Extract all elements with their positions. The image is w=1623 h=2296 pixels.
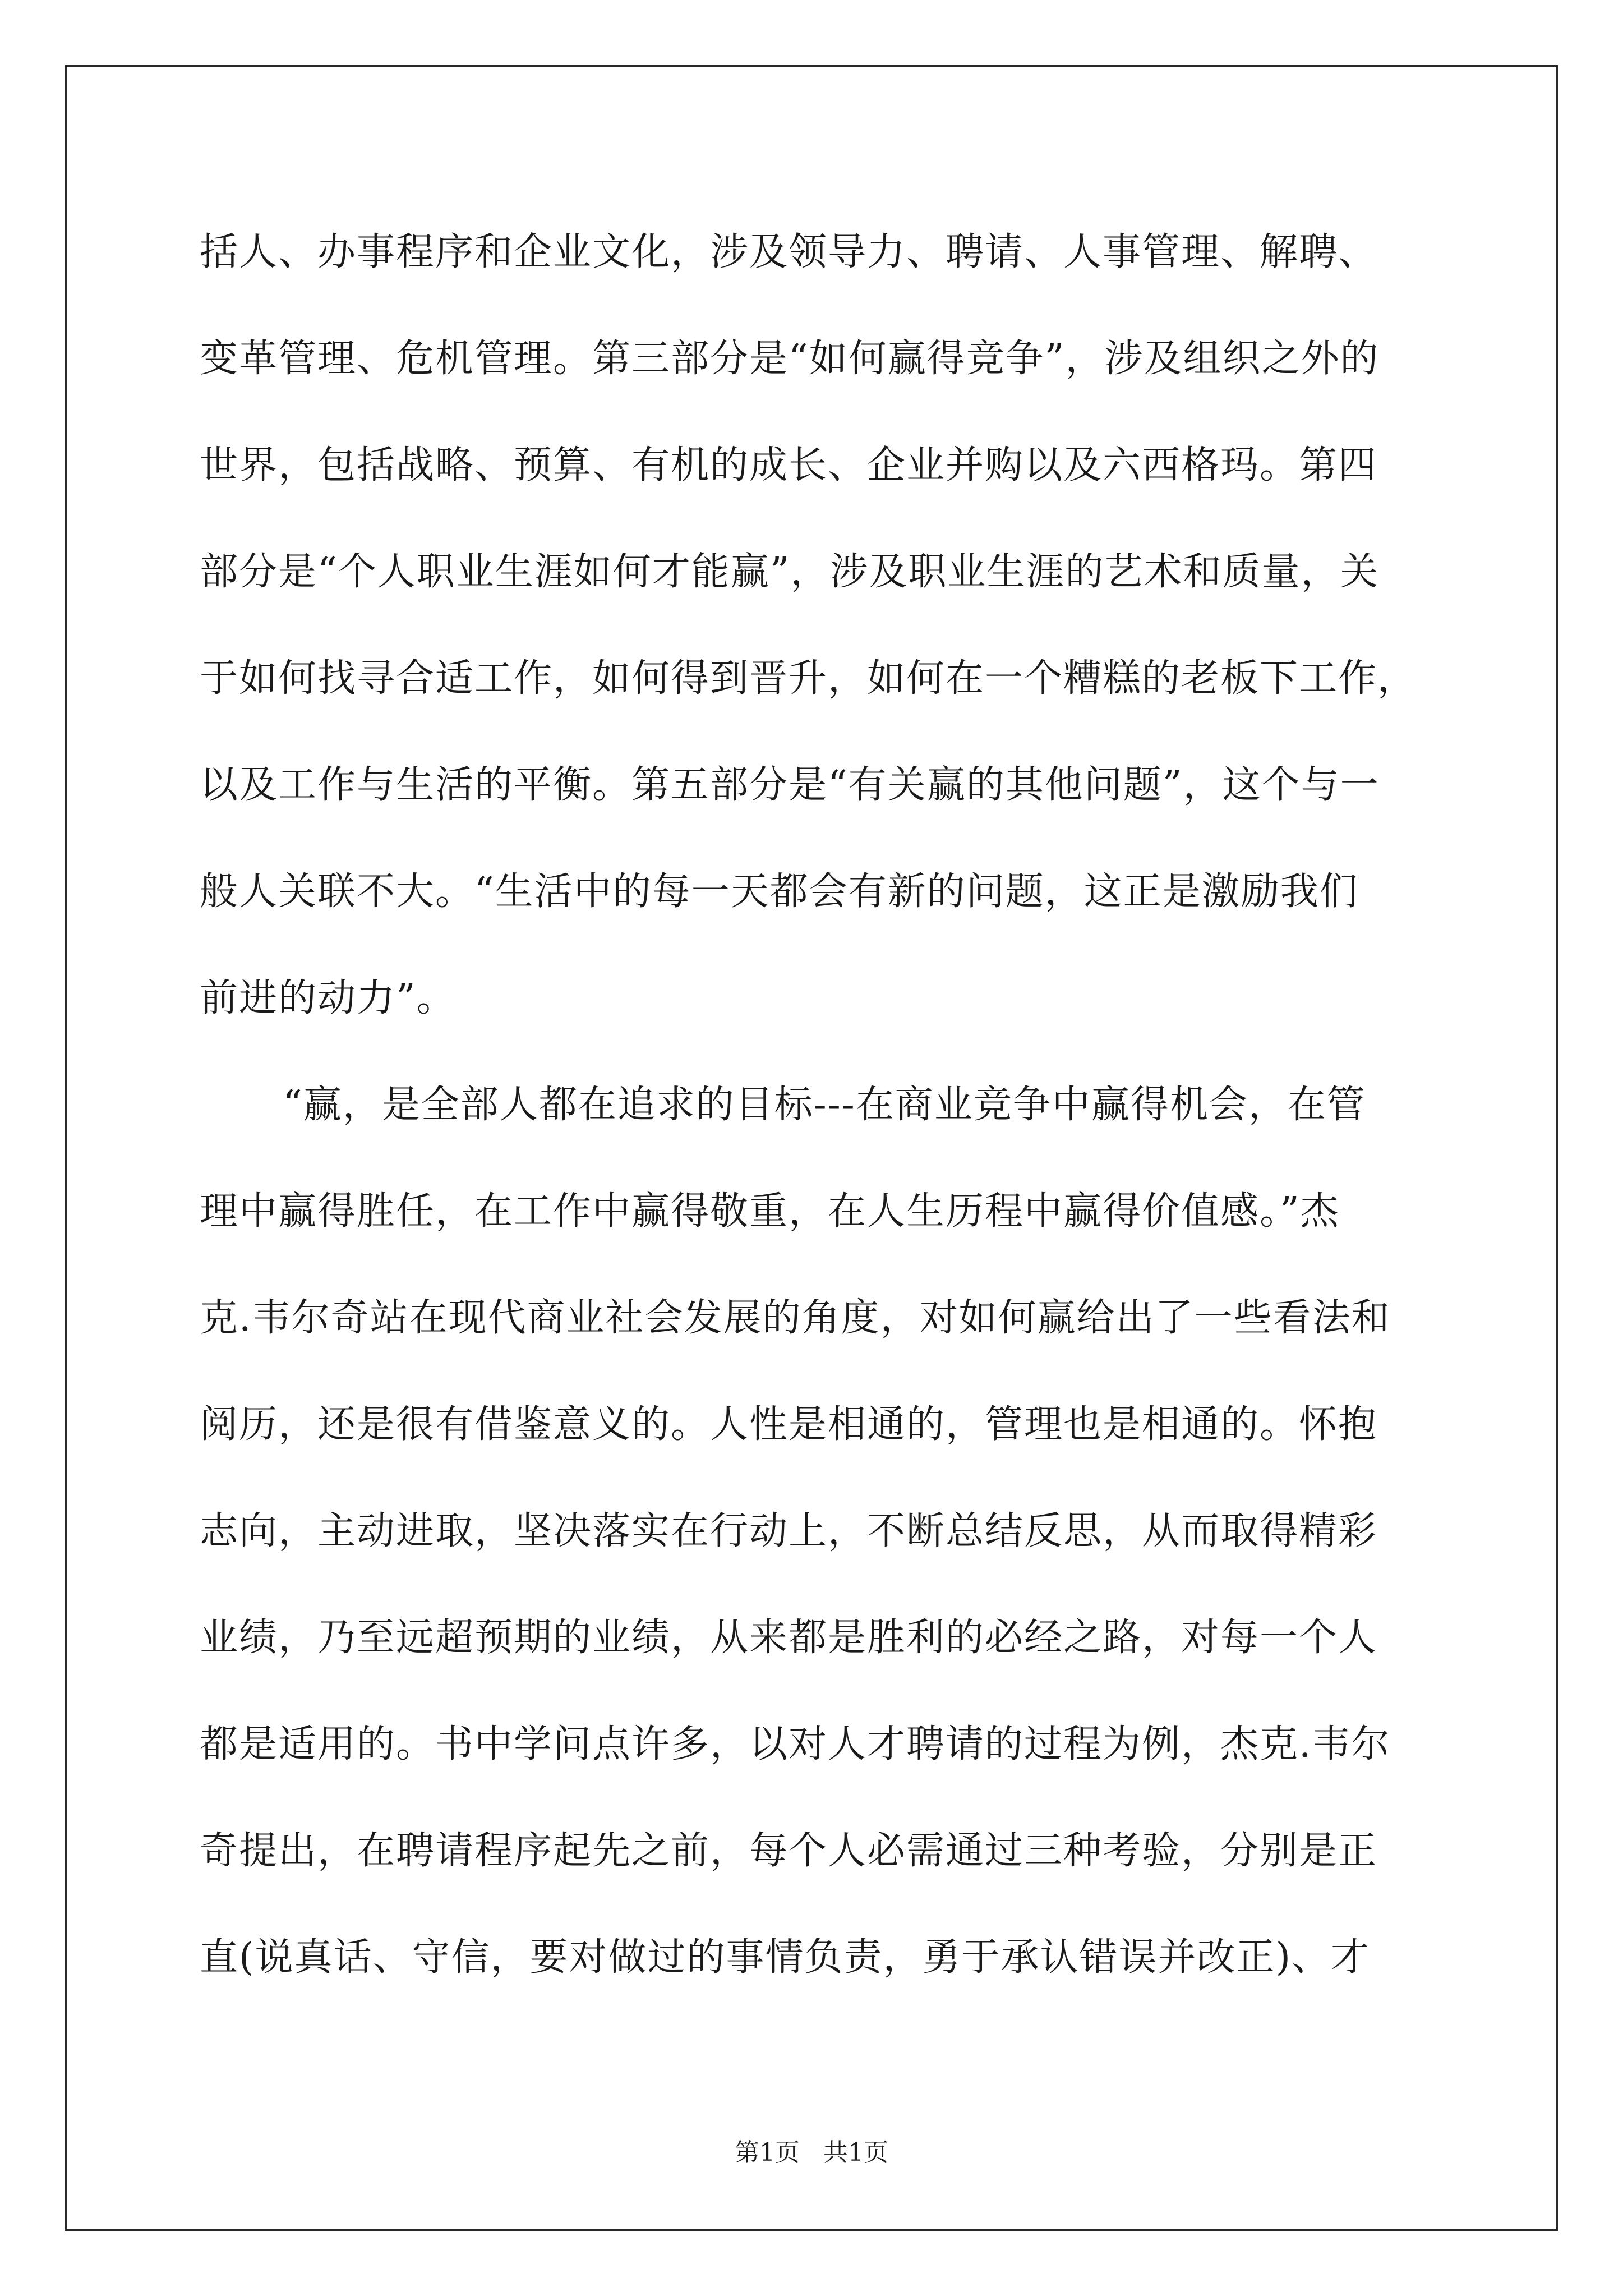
text-line: 业绩，乃至远超预期的业绩，从来都是胜利的必经之路，对每一个人 <box>200 1616 1378 1660</box>
text-line: 括人、办事程序和企业文化，涉及领导力、聘请、人事管理、解聘、 <box>200 230 1378 274</box>
text-line: 阅历，还是很有借鉴意义的。人性是相通的，管理也是相通的。怀抱 <box>200 1402 1378 1447</box>
page-border <box>65 65 1558 2231</box>
text-line: 理中赢得胜任，在工作中赢得敬重，在人生历程中赢得价值感。”杰 <box>200 1189 1340 1234</box>
page-number-footer: 第1页 共1页 <box>735 2138 888 2167</box>
text-line: 世界，包括战略、预算、有机的成长、企业并购以及六西格玛。第四 <box>200 443 1378 487</box>
paragraph-start-line: “赢，是全部人都在追求的目标---在商业竞争中赢得机会，在管 <box>283 1083 1366 1127</box>
text-line: 前进的动力”。 <box>200 976 456 1020</box>
text-line: 都是适用的。书中学问点许多，以对人才聘请的过程为例，杰克.韦尔 <box>200 1722 1391 1766</box>
text-line: 部分是“个人职业生涯如何才能赢”，涉及职业生涯的艺术和质量，关 <box>200 550 1380 594</box>
text-line: 直(说真话、守信，要对做过的事情负责，勇于承认错误并改正)、才 <box>200 1935 1371 1980</box>
text-line: 变革管理、危机管理。第三部分是“如何赢得竞争”，涉及组织之外的 <box>200 337 1380 381</box>
text-line: 奇提出，在聘请程序起先之前，每个人必需通过三种考验，分别是正 <box>200 1829 1378 1873</box>
text-line: 以及工作与生活的平衡。第五部分是“有关赢的其他问题”，这个与一 <box>200 763 1380 807</box>
text-line: 于如何找寻合适工作，如何得到晋升，如何在一个糟糕的老板下工作， <box>200 656 1417 701</box>
text-line: 志向，主动进取，坚决落实在行动上，不断总结反思，从而取得精彩 <box>200 1509 1378 1553</box>
text-line: 克.韦尔奇站在现代商业社会发展的角度，对如何赢给出了一些看法和 <box>200 1296 1391 1340</box>
text-line: 般人关联不大。“生活中的每一天都会有新的问题，这正是激励我们 <box>200 869 1359 914</box>
